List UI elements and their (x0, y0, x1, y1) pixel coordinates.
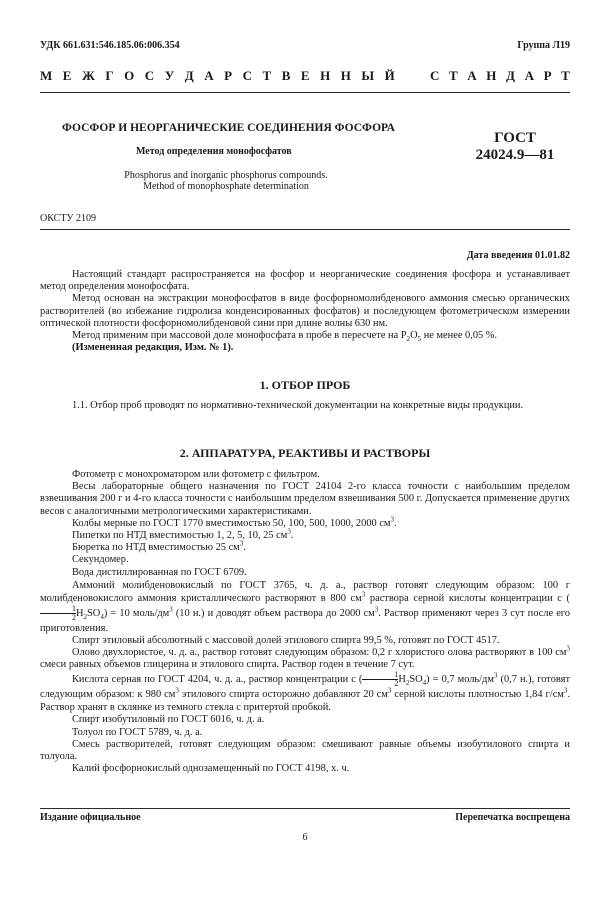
gost-block (470, 130, 560, 164)
date-introduced (467, 250, 570, 261)
item-stopwatch: Секундомер. (72, 554, 129, 566)
item-isobutanol: Спирт изобутиловый по ГОСТ 6016, ч. д. а. (72, 714, 265, 726)
item-scales: Весы лабораторные общего назначения по ГОСТ 24104 2-го класса точности с наибольшим пределом взвешивания 200 г и 4-го класса точности с наибольшим пределом взвешивания 500 г. Допускается применение других весов с аналогичными метрологическими характеристиками. (40, 481, 570, 517)
standard-word-standard: С Т А Н Д А Р Т (430, 68, 570, 83)
footer-rule (40, 808, 570, 809)
item-solvent-mixture: Смесь растворителей, готовят следующим образом: смешивают равные объемы изобутилового спирта и толуола. (40, 738, 570, 763)
group-code: Группа Л19 (517, 40, 570, 51)
title-main: ФОСФОР И НЕОРГАНИЧЕСКИЕ СОЕДИНЕНИЯ ФОСФОРА (62, 122, 395, 134)
item-tin-chloride: Олово двухлористое, ч. д. а., раствор готовят следующим образом: 0,2 г хлористого олова растворяют в 100 $см^3$ смеси равных объемов глицерина и этилового спирта. Раствор годен в течение 7 сут. (40, 644, 570, 671)
header-rule (40, 92, 570, 93)
intro-paragraph-2: Метод основан на экстракции монофосфатов в виде фосфорномолибденового аммония смесью органических растворителей (во избежание гидролиза конденсированных фосфатов) и последующем фотометрическом измерении оптической плотности фосфорномолибденовой сини при длине волны 630 нм. (40, 293, 570, 329)
gost-label: ГОСТ (494, 130, 536, 146)
fraction-one-half: $\frac{1}{2}$ (40, 605, 76, 622)
official-edition: Издание официальное (40, 812, 141, 823)
intro-section (40, 269, 570, 354)
date-value: 01.01.82 (535, 250, 570, 261)
item-water: Вода дистиллированная по ГОСТ 6709. (72, 566, 247, 578)
standard-word-interstate: М Е Ж Г О С У Д А Р С Т В Е Н Н Ы Й (40, 68, 395, 83)
title-rule (40, 229, 570, 230)
item-pipettes: Пипетки по НТД вместимостью 1, 2, 5, 10, 25 $см^3$. (72, 527, 294, 542)
item-photometer: Фотометр с монохроматором или фотометр с фильтром. (72, 469, 320, 480)
change-note: (Измененная редакция, Изм. № 1). (72, 342, 234, 354)
page-number: 6 (302, 832, 308, 843)
item-potassium-phosphate: Калий фосфорнокислый однозамещенный по ГОСТ 4198, х. ч. (72, 763, 350, 775)
udk-code: УДК 661.631:546.185.06:006.354 (40, 40, 180, 51)
section-1-heading: 1. ОТБОР ПРОБ (259, 378, 351, 392)
okstu-code: ОКСТУ 2109 (40, 213, 97, 224)
item-ammonium-molybdate: Аммоний молибденовокислый по ГОСТ 3765, ч. д. а., раствор готовят следующим образом: 100 г молибденовокислого аммония кристаллического растворяют в 800 $см^3$ раствора серной кислоты концентрации c ( $\frac{1}{2}$ $H_2SO_4) = 10$ моль/$дм^3$ (10 н.) и доводят объем раствора до 2000 $см^3$. Раствор применяют через 3 сут после его приготовления. (40, 579, 571, 634)
date-label: Дата введения (466, 250, 533, 261)
gost-number: 24024.9—81 (475, 147, 555, 163)
title-english-line1: Phosphorus and inorganic phosphorus compounds. (124, 170, 328, 181)
intro-paragraph-3: Метод применим при массовой доле монофосфата в пробе в пересчете на $P_2O_5$ не менее 0,05 %. (72, 330, 498, 344)
title-subtitle: Метод определения монофосфатов (136, 146, 292, 157)
item-sulfuric-acid: Кислота серная по ГОСТ 4204, ч. д. а., раствор концентрации c ( $\frac{1}{2}$ $H_2SO_4) = 0,7$ моль/$дм^3$ (0,7 н.), готовят следующим образом: к 980 $см^3$ этилового спирта осторожно добавляют 20 $см^3$ серной кислоты плотностью 1,84 $г/см^3$. Раствор хранят в склянке из темного стекла с притертой пробкой. (40, 670, 570, 714)
item-burette: Бюретка по НТД вместимостью 25 $см^3$. (72, 539, 246, 554)
title-english-line2: Method of monophosphate determination (143, 181, 309, 192)
intro-paragraph-1: Настоящий стандарт распространяется на фосфор и неорганические соединения фосфора и устанавливает метод определения монофосфата. (40, 269, 570, 293)
item-ethanol: Спирт этиловый абсолютный с массовой долей этилового спирта 99,5 %, готовят по ГОСТ 4517. (72, 634, 500, 646)
section-1-paragraph: 1.1. Отбор проб проводят по нормативно-технической документации на конкретные виды продукции. (72, 400, 524, 411)
section-2-body (40, 469, 570, 775)
item-toluene: Толуол по ГОСТ 5789, ч. д. а. (72, 726, 203, 738)
reprint-prohibited: Перепечатка воспрещена (455, 812, 570, 823)
standard-banner (40, 68, 570, 84)
fraction-one-half: $\frac{1}{2}$ (362, 671, 398, 688)
title-english (96, 170, 356, 192)
item-flasks: Колбы мерные по ГОСТ 1770 вместимостью 50, 100, 500, 1000, 2000 $см^3$. (72, 515, 397, 529)
section-2-heading: 2. АППАРАТУРА, РЕАКТИВЫ И РАСТВОРЫ (179, 446, 431, 460)
